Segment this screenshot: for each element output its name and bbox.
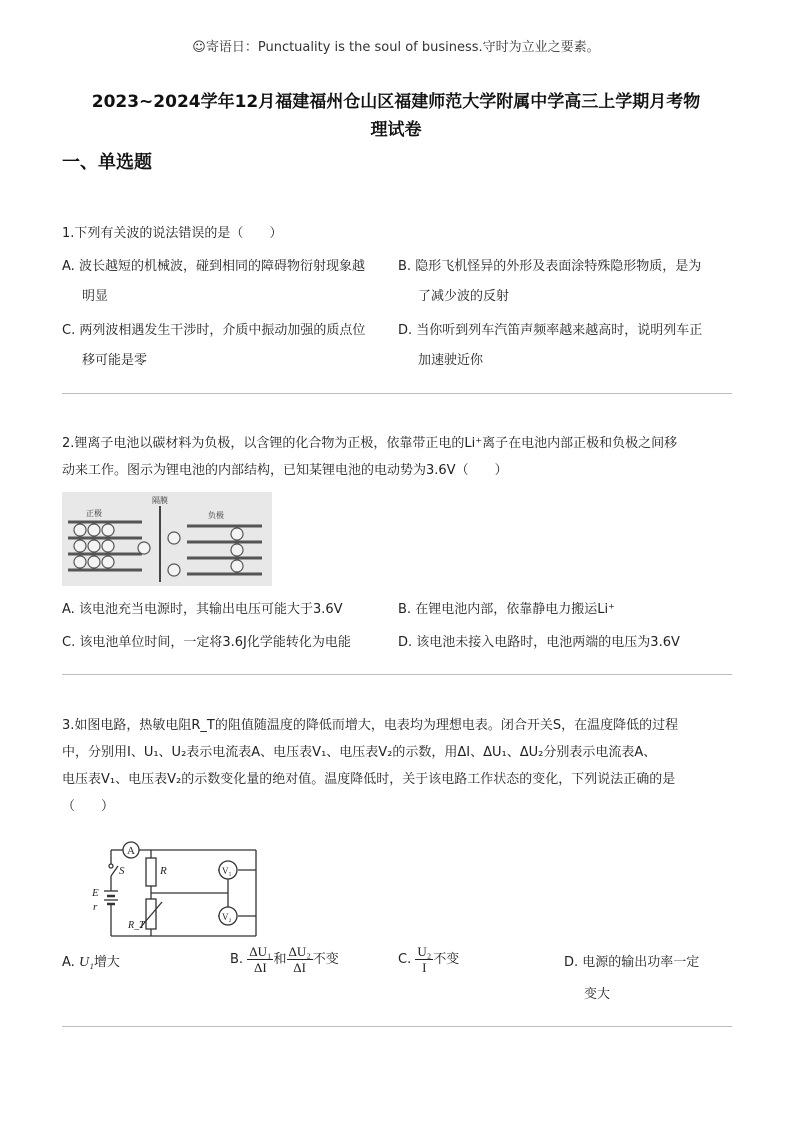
option-text-cont: 移可能是零: [82, 353, 148, 368]
q3-stem-line-1: 3.如图电路，热敏电阻R_T的阻值随温度的降低而增大，电表均为理想电表。闭合开关S，在温度降低的过程: [62, 718, 679, 733]
voltmeter-1-label: V₁: [222, 866, 232, 876]
divider: [62, 393, 732, 394]
option-text: 在锂电池内部，依靠静电力搬运Li⁺: [415, 602, 615, 617]
option-label: C.: [62, 323, 76, 338]
option-label: C.: [62, 635, 76, 650]
option-text-cont: 变大: [584, 987, 611, 1002]
q1-option-a[interactable]: [62, 254, 392, 314]
title-line-2: 理试卷: [370, 120, 422, 140]
negative-electrode-label: 负极: [208, 511, 224, 520]
emf-label: E: [92, 887, 99, 899]
page-motto: ☺寄语日：Punctuality is the soul of business.守时为立业之要素。: [192, 40, 600, 55]
option-text-cont: 加速驶近你: [418, 353, 484, 368]
positive-electrode-label: 正极: [86, 509, 102, 518]
q3-stem: [62, 712, 752, 820]
option-text: 增大: [93, 955, 120, 970]
option-text: 当你听到列车汽笛声频率越来越高时，说明列车正: [416, 323, 703, 338]
option-text: 波长越短的机械波，碰到相同的障碍物衍射现象越: [78, 259, 365, 274]
q1-option-c[interactable]: [62, 318, 392, 378]
voltmeter-2-label: V₂: [222, 912, 232, 922]
option-text: 电源的输出功率一定: [582, 955, 700, 970]
title-line-1: 2023~2024学年12月福建福州仓山区福建师范大学附属中学高三上学期月考物: [91, 92, 701, 112]
option-text: 两列波相遇发生干涉时，介质中振动加强的质点位: [79, 323, 366, 338]
q1-option-b[interactable]: [398, 254, 728, 314]
option-text: 不变: [433, 952, 460, 967]
internal-resistance-label: r: [93, 901, 98, 913]
battery-structure-figure: [62, 492, 272, 586]
q2-stem-line-2: 动来工作。图示为锂电池的内部结构，已知某锂电池的电动势为3.6V（ ）: [62, 463, 508, 478]
q2-stem-line-1: 2.锂离子电池以碳材料为负极，以含锂的化合物为正极，依靠带正电的Li⁺离子在电池内部正极和负极之间移: [62, 436, 678, 451]
fraction: $\frac{\text{ΔU₁}}{\Delta I}$: [249, 944, 272, 975]
option-label: D.: [564, 955, 579, 970]
q1-option-d[interactable]: [398, 318, 728, 378]
option-text: 该电池单位时间，一定将3.6J化学能转化为电能: [79, 635, 351, 650]
option-label: A.: [62, 259, 75, 274]
resistor-label: R: [160, 865, 167, 877]
q3-stem-line-4: （ ）: [62, 799, 115, 814]
option-label: A.: [62, 955, 75, 970]
q3-option-a[interactable]: [62, 950, 120, 975]
option-text-cont: 明显: [82, 289, 109, 304]
fraction: $\frac{\text{U₂}}{I}$: [417, 944, 432, 975]
option-label: B.: [398, 259, 412, 274]
q3-stem-line-3: 电压表V₁、电压表V₂的示数变化量的绝对值。温度降低时，关于该电路工作状态的变化，下列说法正确的是: [62, 772, 676, 787]
q2-option-d[interactable]: [398, 630, 680, 655]
section-heading: 一、单选题: [62, 152, 152, 173]
option-label: D.: [398, 323, 413, 338]
page-title: [40, 88, 752, 144]
option-label: D.: [398, 635, 413, 650]
option-label: B.: [398, 602, 412, 617]
circuit-diagram: [86, 836, 276, 944]
divider: [62, 674, 732, 675]
q3-stem-line-2: 中，分别用I、U₁、U₂表示电流表A、电压表V₁、电压表V₂的示数，用ΔI、ΔU₁、ΔU₂分别表示电流表A、: [62, 745, 657, 760]
option-text-cont: 了减少波的反射: [418, 289, 510, 304]
option-text: 该电池充当电源时，其输出电压可能大于3.6V: [78, 602, 343, 617]
option-label: A.: [62, 602, 75, 617]
q3-option-d[interactable]: [564, 950, 734, 1015]
q3-option-b[interactable]: [230, 944, 339, 975]
q3-option-c[interactable]: [398, 944, 459, 975]
option-variable: U₁: [78, 955, 94, 970]
q1-stem: 1.下列有关波的说法错误的是（ ）: [62, 226, 283, 241]
thermistor-label: R_T: [128, 920, 145, 931]
fraction: $\frac{\text{ΔU₂}}{\Delta I}$: [288, 944, 311, 975]
separator-label: 隔膜: [152, 496, 168, 505]
ammeter-label: A: [127, 845, 135, 857]
divider: [62, 1026, 732, 1027]
q2-stem: [62, 430, 742, 484]
option-connector: 和: [273, 952, 287, 967]
q2-option-b[interactable]: [398, 597, 615, 622]
option-text: 不变: [312, 952, 339, 967]
q2-option-c[interactable]: [62, 630, 351, 655]
option-label: B.: [230, 952, 244, 967]
q2-option-a[interactable]: [62, 597, 343, 622]
option-label: C.: [398, 952, 412, 967]
option-text: 该电池未接入电路时，电池两端的电压为3.6V: [416, 635, 680, 650]
option-text: 隐形飞机怪异的外形及表面涂特殊隐形物质，是为: [415, 259, 702, 274]
switch-label: S: [119, 865, 125, 877]
